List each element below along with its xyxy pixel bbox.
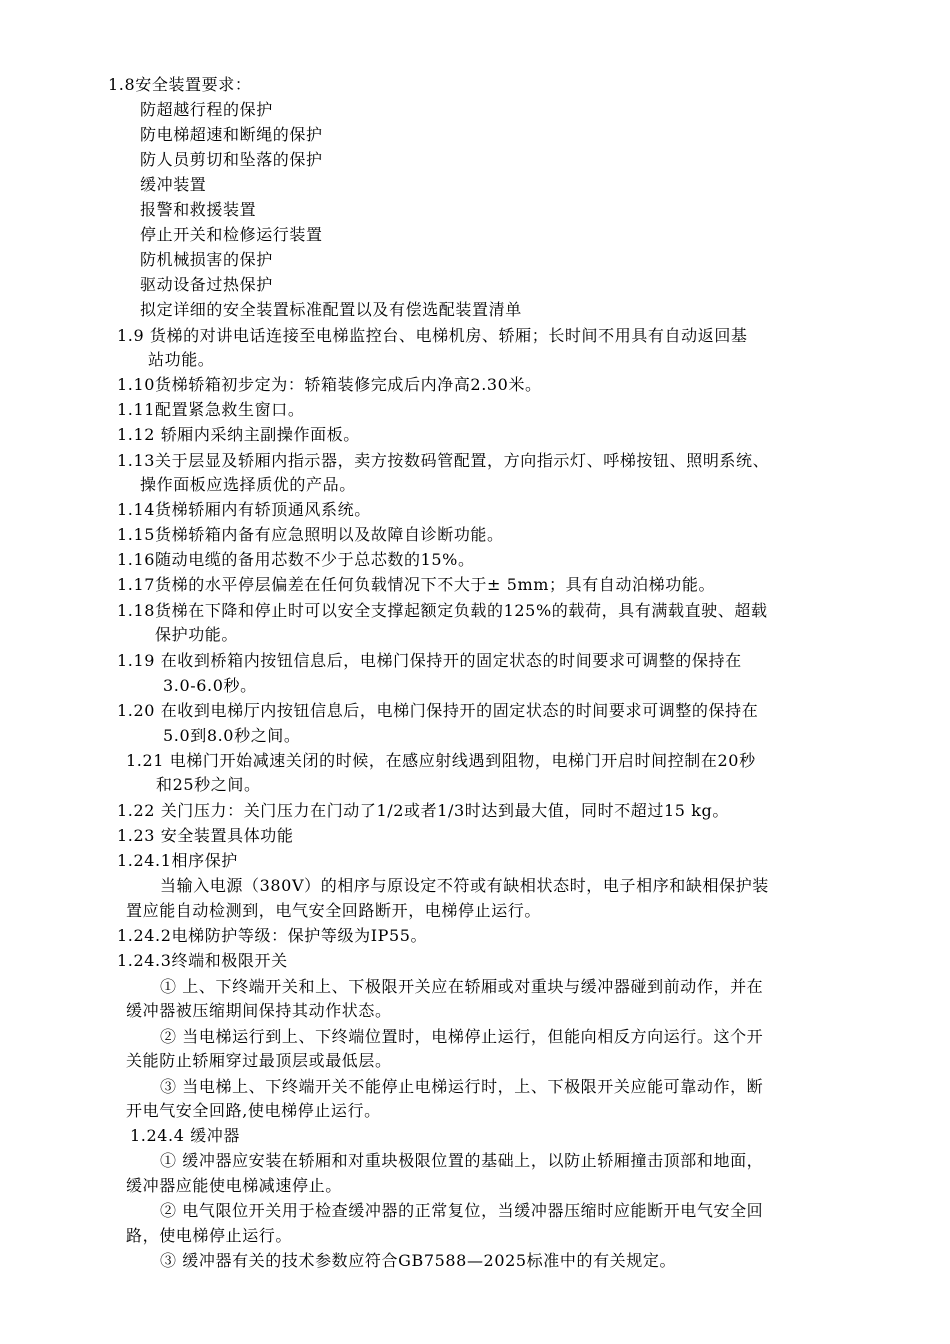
clause-1-24-1-para-cont: 置应能自动检测到，电气安全回路断开，电梯停止运行。 xyxy=(126,901,542,920)
clause-1-14: 1.14货梯轿厢内有轿顶通风系统。 xyxy=(117,500,371,519)
clause-1-11: 1.11配置紧急救生窗口。 xyxy=(117,400,305,419)
clause-1-13-cont: 操作面板应选择质优的产品。 xyxy=(140,475,356,494)
safety-item-mechanical: 防机械损害的保护 xyxy=(140,250,273,269)
safety-item-alarm-rescue: 报警和救援装置 xyxy=(140,200,257,219)
clause-1-9-cont: 站功能。 xyxy=(148,350,215,369)
safety-item-config-list: 拟定详细的安全装置标准配置以及有偿选配装置清单 xyxy=(140,300,522,319)
clause-1-21-cont: 和25秒之间。 xyxy=(156,775,261,794)
clause-1-21: 1.21 电梯门开始减速关闭的时候，在感应射线遇到阻物，电梯门开启时间控制在20秒 xyxy=(126,751,756,770)
clause-1-24-4-item-3: ③ 缓冲器有关的技术参数应符合GB7588—2025标准中的有关规定。 xyxy=(160,1251,677,1270)
clause-1-20: 1.20 在收到电梯厅内按钮信息后，电梯门保持开的固定状态的时间要求可调整的保持在 xyxy=(117,701,759,720)
clause-1-18: 1.18货梯在下降和停止时可以安全支撑起额定负载的125%的载荷，具有满载直驶、超载 xyxy=(117,601,768,620)
safety-item-overheat: 驱动设备过热保护 xyxy=(140,275,273,294)
clause-1-19: 1.19 在收到桥箱内按钮信息后，电梯门保持开的固定状态的时间要求可调整的保持在 xyxy=(117,651,742,670)
clause-1-24-4-item-1-cont: 缓冲器应能使电梯减速停止。 xyxy=(126,1176,342,1195)
clause-1-22: 1.22 关门压力：关门压力在门动了1/2或者1/3时达到最大值，同时不超过15 kg。 xyxy=(117,801,729,820)
safety-item-stop-inspection: 停止开关和检修运行装置 xyxy=(140,225,323,244)
clause-1-15: 1.15货梯轿箱内备有应急照明以及故障自诊断功能。 xyxy=(117,525,504,544)
clause-1-24-1-para: 当输入电源（380V）的相序与原设定不符或有缺相状态时，电子相序和缺相保护装 xyxy=(160,876,769,895)
clause-1-24-3-item-3: ③ 当电梯上、下终端开关不能停止电梯运行时，上、下极限开关应能可靠动作，断 xyxy=(160,1077,764,1096)
clause-1-16: 1.16随动电缆的备用芯数不少于总芯数的15%。 xyxy=(117,550,475,569)
clause-1-24-3-item-1-cont: 缓冲器被压缩期间保持其动作状态。 xyxy=(126,1001,392,1020)
clause-1-9: 1.9 货梯的对讲电话连接至电梯监控台、电梯机房、轿厢；长时间不用具有自动返回基 xyxy=(117,326,748,345)
safety-item-buffer: 缓冲装置 xyxy=(140,175,207,194)
clause-1-19-cont: 3.0-6.0秒。 xyxy=(163,676,257,695)
clause-1-23: 1.23 安全装置具体功能 xyxy=(117,826,294,845)
clause-1-24-4-item-2-cont: 路，使电梯停止运行。 xyxy=(126,1226,293,1245)
clause-1-13: 1.13关于层显及轿厢内指示器，卖方按数码管配置，方向指示灯、呼梯按钮、照明系统、 xyxy=(117,451,770,470)
clause-1-24-1-heading: 1.24.1相序保护 xyxy=(117,851,238,870)
clause-1-24-3-item-3-cont: 开电气安全回路,使电梯停止运行。 xyxy=(126,1101,381,1120)
clause-1-24-4-item-1: ① 缓冲器应安装在轿厢和对重块极限位置的基础上，以防止轿厢撞击顶部和地面， xyxy=(160,1151,764,1170)
clause-1-24-4-item-2: ② 电气限位开关用于检查缓冲器的正常复位，当缓冲器压缩时应能断开电气安全回 xyxy=(160,1201,764,1220)
safety-item-overspeed: 防电梯超速和断绳的保护 xyxy=(140,125,323,144)
clause-1-24-3-item-2-cont: 关能防止轿厢穿过最顶层或最低层。 xyxy=(126,1051,392,1070)
clause-1-24-3-item-2: ② 当电梯运行到上、下终端位置时，电梯停止运行，但能向相反方向运行。这个开 xyxy=(160,1027,764,1046)
clause-1-20-cont: 5.0到8.0秒之间。 xyxy=(163,726,301,745)
safety-item-shear-fall: 防人员剪切和坠落的保护 xyxy=(140,150,323,169)
section-1-8-heading: 1.8安全装置要求： xyxy=(108,75,252,94)
clause-1-24-2: 1.24.2电梯防护等级：保护等级为IP55。 xyxy=(117,926,428,945)
clause-1-24-3-heading: 1.24.3终端和极限开关 xyxy=(117,951,288,970)
clause-1-24-4-heading: 1.24.4 缓冲器 xyxy=(130,1126,240,1145)
clause-1-17: 1.17货梯的水平停层偏差在任何负载情况下不大于± 5mm；具有自动泊梯功能。 xyxy=(117,575,716,594)
safety-item-overtravel: 防超越行程的保护 xyxy=(140,100,273,119)
clause-1-24-3-item-1: ① 上、下终端开关和上、下极限开关应在轿厢或对重块与缓冲器碰到前动作，并在 xyxy=(160,977,764,996)
clause-1-12: 1.12 轿厢内采纳主副操作面板。 xyxy=(117,425,360,444)
clause-1-10: 1.10货梯轿箱初步定为：轿箱装修完成后内净高2.30米。 xyxy=(117,375,542,394)
clause-1-18-cont: 保护功能。 xyxy=(155,625,239,644)
